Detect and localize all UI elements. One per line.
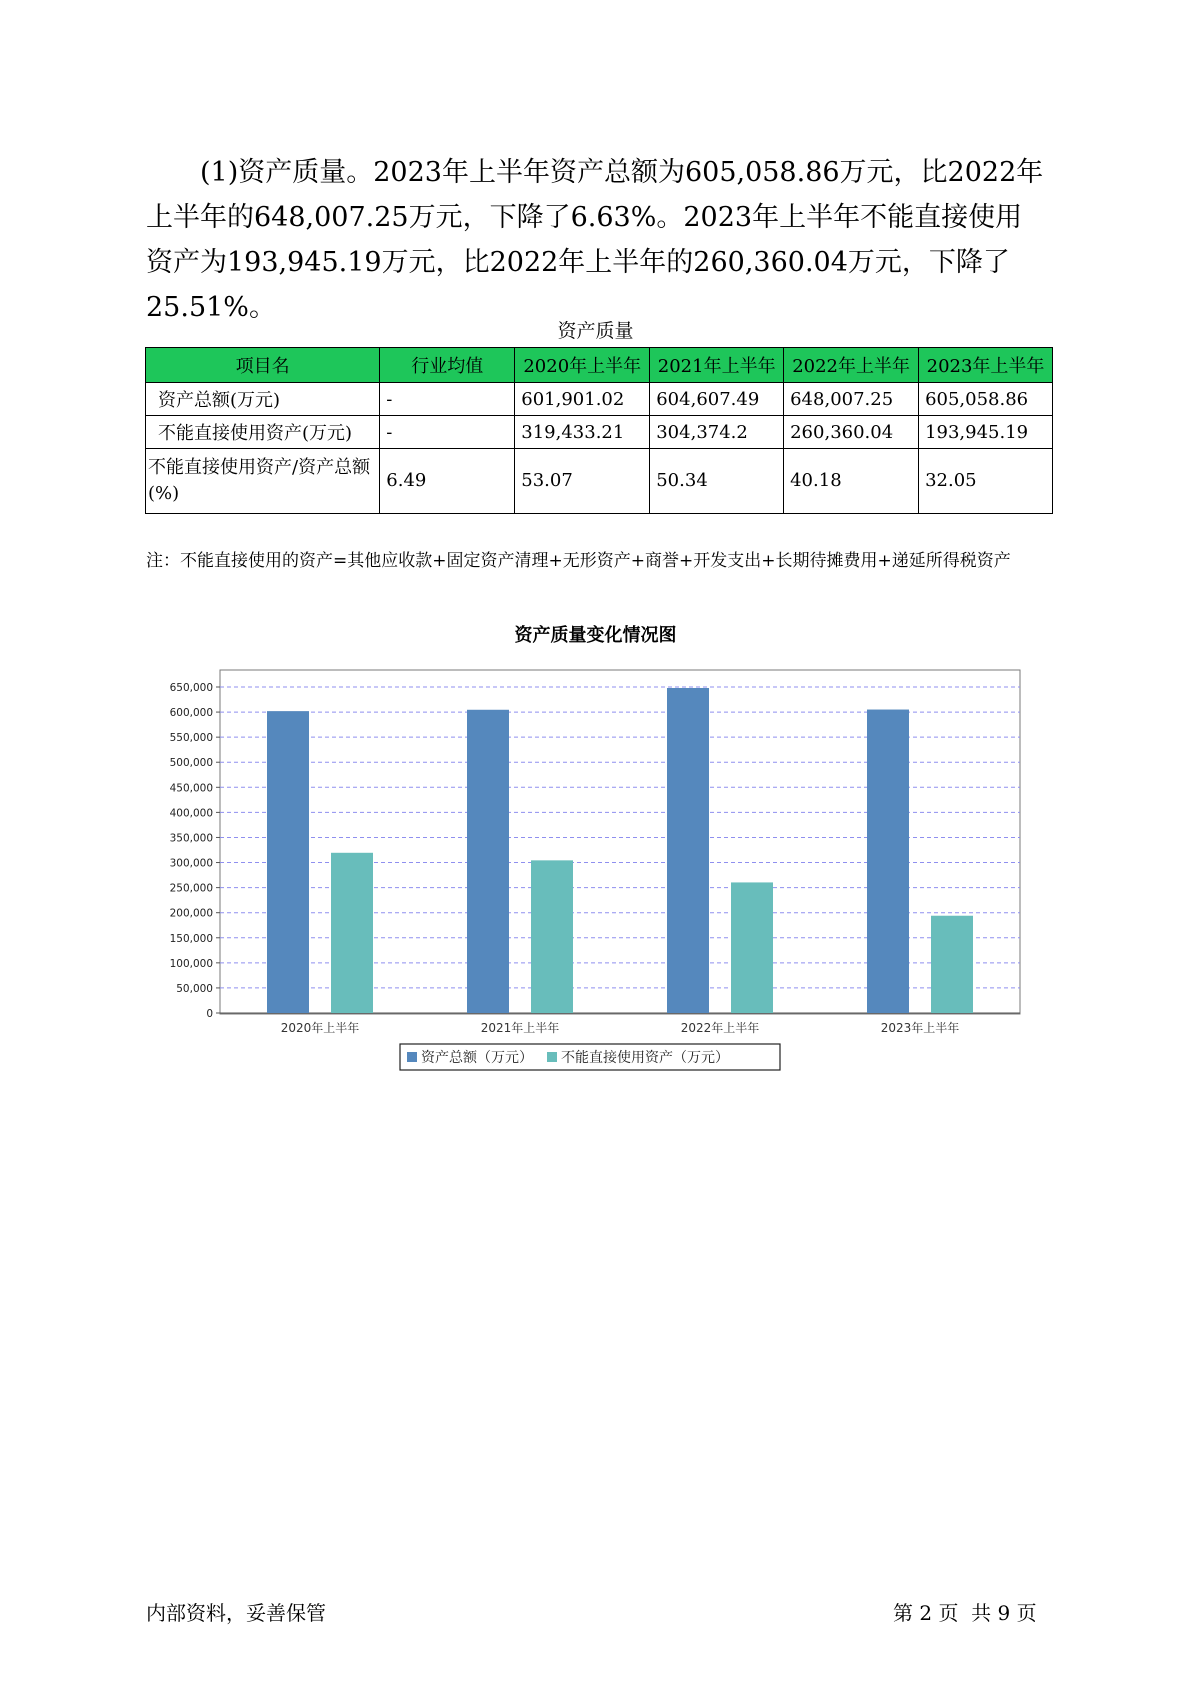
legend-label: 资产总额（万元） — [421, 1050, 533, 1066]
y-tick-label: 400,000 — [169, 807, 213, 820]
y-tick-label: 250,000 — [169, 882, 213, 895]
asset-quality-bar-chart — [150, 655, 1030, 1080]
chart-title: 资产质量变化情况图 — [514, 625, 677, 646]
bar-unusable-assets — [531, 860, 573, 1013]
bar-total-assets — [267, 711, 309, 1013]
header-cell: 2023年上半年 — [919, 348, 1053, 383]
bar-unusable-assets — [331, 853, 373, 1013]
y-tick-label: 650,000 — [169, 682, 213, 694]
table-cell: 6.49 — [380, 449, 515, 514]
row-label: 不能直接使用资产(万元) — [146, 416, 380, 449]
bar-unusable-assets — [931, 916, 973, 1013]
table-cell: - — [380, 383, 515, 416]
bar-unusable-assets — [731, 882, 773, 1013]
asset-quality-table — [145, 347, 1053, 514]
table-cell: 605,058.86 — [919, 383, 1053, 416]
table-cell: 50.34 — [650, 449, 784, 514]
table-cell: 53.07 — [515, 449, 650, 514]
y-tick-label: 50,000 — [176, 982, 213, 995]
header-cell: 2020年上半年 — [515, 348, 650, 383]
header-cell: 项目名 — [146, 348, 380, 383]
y-tick-label: 150,000 — [169, 932, 213, 945]
x-tick-label: 2023年上半年 — [880, 1021, 960, 1035]
table-row — [146, 416, 1053, 449]
bar-total-assets — [667, 688, 709, 1013]
table-note: 注：不能直接使用的资产=其他应收款+固定资产清理+无形资产+商誉+开发支出+长期待摊费用+递延所得税资产 — [146, 551, 1011, 571]
header-cell: 2021年上半年 — [650, 348, 784, 383]
x-tick-label: 2020年上半年 — [280, 1021, 360, 1035]
y-tick-label: 550,000 — [169, 732, 213, 745]
header-cell: 2022年上半年 — [784, 348, 919, 383]
y-tick-label: 600,000 — [169, 707, 213, 720]
table-title: 资产质量 — [557, 320, 634, 342]
footer-confidential-note: 内部资料，妥善保管 — [146, 1601, 326, 1625]
table-cell: 193,945.19 — [919, 416, 1053, 449]
table-row — [146, 449, 1053, 514]
table-cell: 604,607.49 — [650, 383, 784, 416]
x-tick-label: 2021年上半年 — [480, 1021, 560, 1035]
header-cell: 行业均值 — [380, 348, 515, 383]
y-tick-label: 350,000 — [169, 832, 213, 845]
bar-total-assets — [867, 710, 909, 1013]
row-label: 资产总额(万元) — [146, 383, 380, 416]
y-tick-label: 450,000 — [169, 782, 213, 795]
legend-swatch — [547, 1052, 557, 1062]
x-tick-label: 2022年上半年 — [680, 1021, 760, 1035]
table-cell: 304,374.2 — [650, 416, 784, 449]
legend-label: 不能直接使用资产（万元） — [561, 1050, 729, 1066]
table-cell: - — [380, 416, 515, 449]
y-tick-label: 300,000 — [169, 857, 213, 870]
y-tick-label: 200,000 — [169, 907, 213, 920]
y-tick-label: 100,000 — [169, 957, 213, 970]
y-tick-label: 500,000 — [169, 757, 213, 770]
table-cell: 601,901.02 — [515, 383, 650, 416]
legend-swatch — [407, 1052, 417, 1062]
table-header-row — [146, 348, 1053, 383]
footer-page-number: 第 2 页 共 9 页 — [893, 1601, 1037, 1625]
table-row — [146, 383, 1053, 416]
y-tick-label: 0 — [206, 1008, 213, 1020]
table-cell: 319,433.21 — [515, 416, 650, 449]
table-cell: 260,360.04 — [784, 416, 919, 449]
summary-paragraph: (1)资产质量。2023年上半年资产总额为605,058.86万元，比2022年上半年的648,007.25万元，下降了6.63%。2023年上半年不能直接使用资产为193,945.19万元，比2022年上半年的260,360.04万元，下降了25.51%。 — [146, 157, 1044, 323]
table-cell: 32.05 — [919, 449, 1053, 514]
table-cell: 40.18 — [784, 449, 919, 514]
row-label: 不能直接使用资产/资产总额(%) — [146, 449, 380, 514]
bar-total-assets — [467, 710, 509, 1013]
table-cell: 648,007.25 — [784, 383, 919, 416]
